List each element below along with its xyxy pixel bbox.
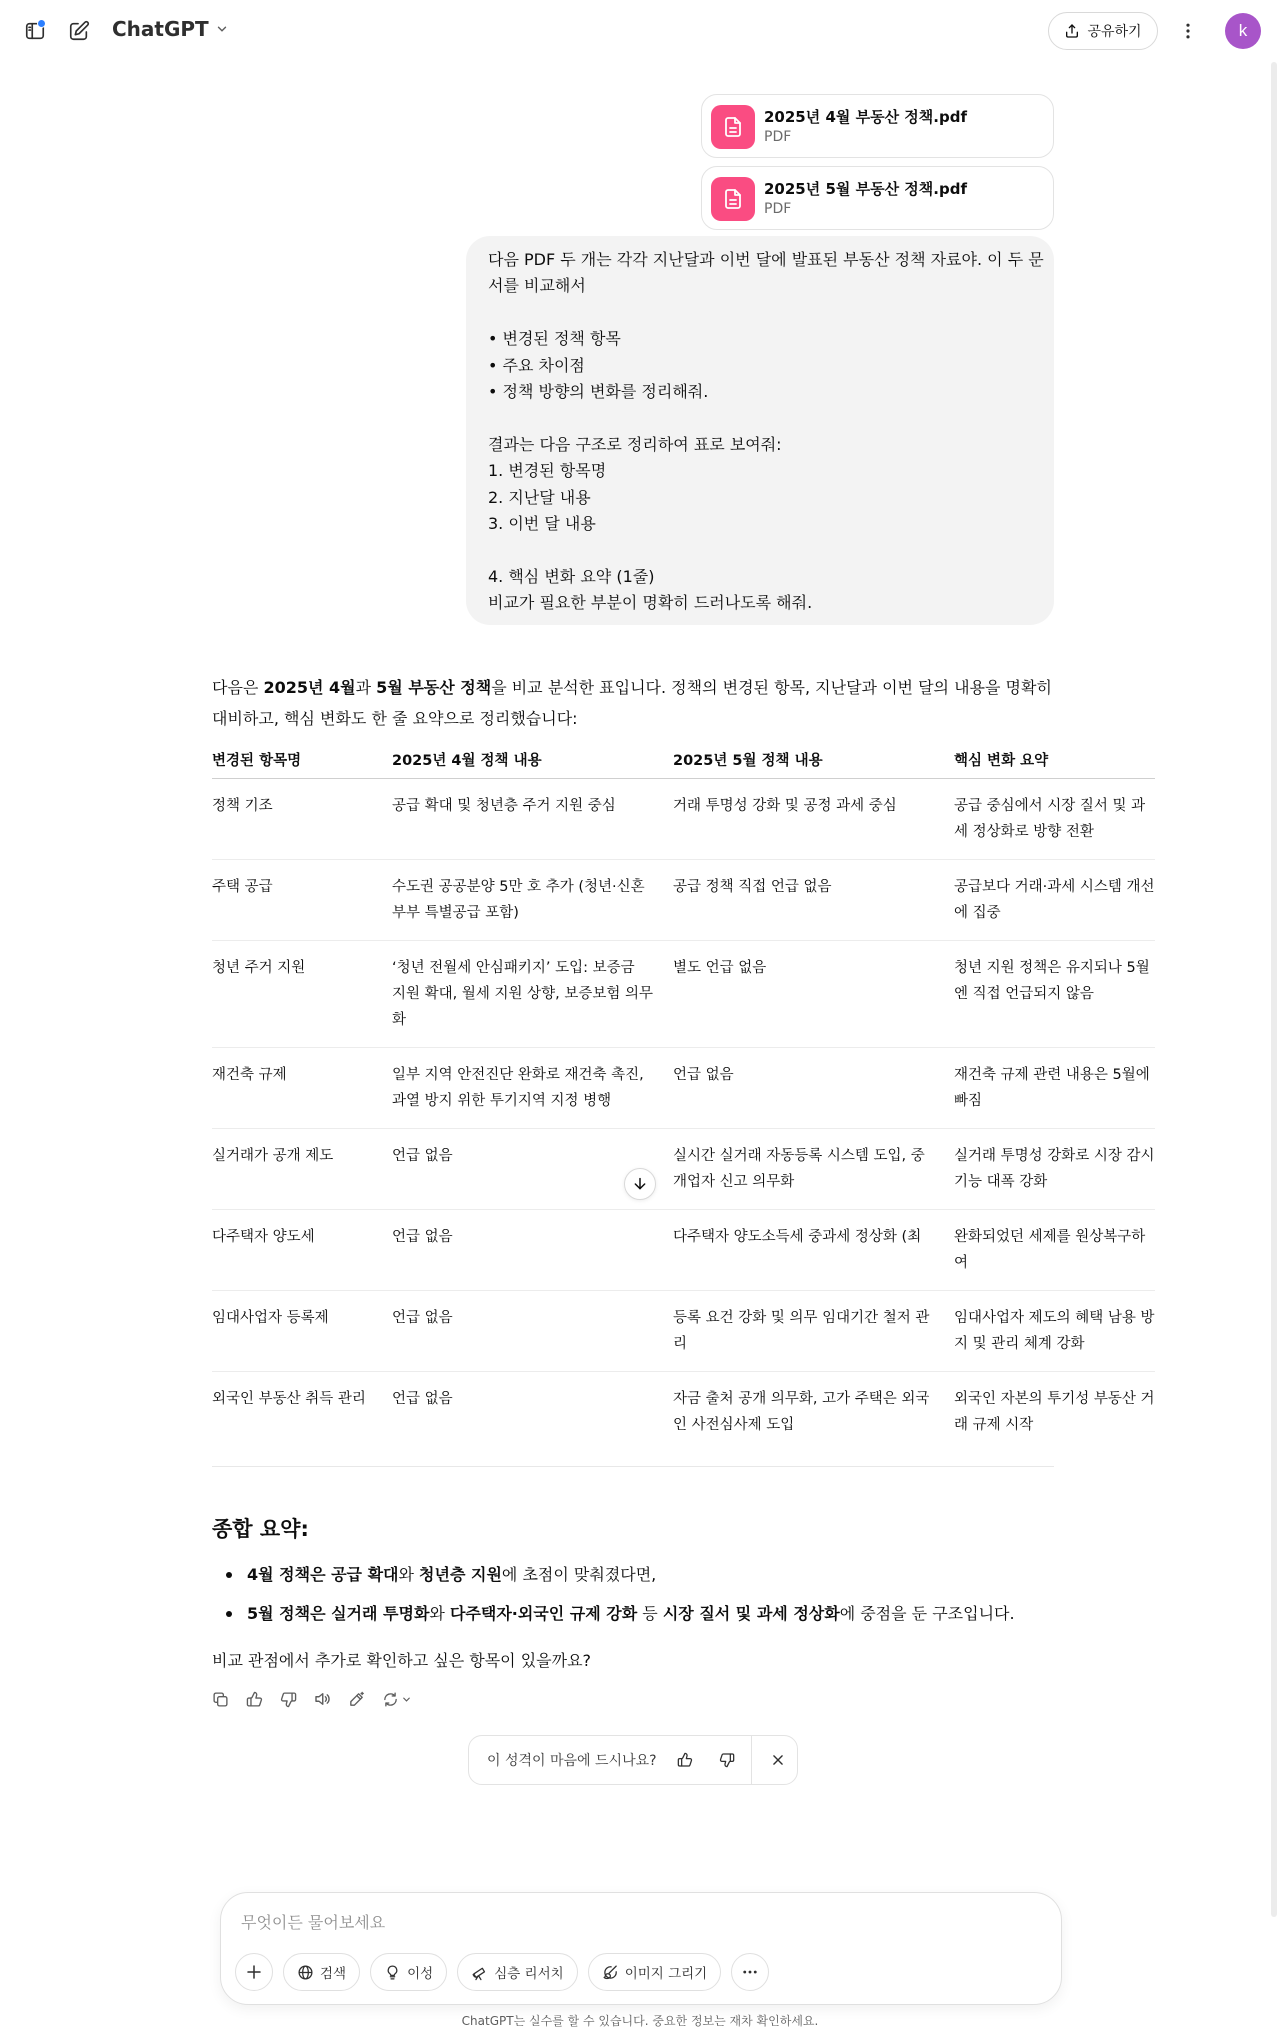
share-icon [1064,23,1080,39]
user-message-line: 결과는 다음 구조로 정리하여 표로 보여줘: [488,434,782,454]
summary-text: 등 [637,1604,663,1623]
table-cell: 언급 없음 [392,1128,673,1209]
telescope-icon [471,1964,488,1981]
more-options-button[interactable] [1170,13,1206,49]
regenerate-button[interactable] [378,1687,416,1711]
summary-list [212,1555,1112,1633]
close-icon [771,1753,785,1767]
image-tool-label: 이미지 그리기 [624,1966,708,1982]
table-cell: 별도 언급 없음 [673,940,954,1047]
scrollbar-thumb[interactable] [1271,62,1277,1917]
copy-button[interactable] [208,1687,232,1711]
thumbs-down-button[interactable] [276,1687,300,1711]
table-cell: 외국인 자본의 투기성 부동산 거래 규제 시작 [954,1390,1155,1433]
attachment-card[interactable] [701,166,1054,230]
message-composer [220,1892,1062,2005]
table-cell: 공급 중심에서 시장 질서 및 과세 정상화로 방향 전환 [954,778,1155,859]
table-cell: 공급 확대 및 청년층 주거 지원 중심 [392,778,673,859]
pencil-sparkle-icon [348,1691,365,1708]
user-message-line [488,300,1032,326]
search-tool-label: 검색 [320,1966,347,1982]
avatar[interactable]: k [1225,13,1261,49]
column-header: 2025년 4월 정책 내용 [392,742,673,778]
table-cell: 다주택자 양도소득세 중과세 정상화 (최 [673,1209,954,1290]
table-cell: 자금 출처 공개 의무화, 고가 주택은 외국인 사전심사제 도입 [673,1390,930,1433]
top-bar [0,0,1280,62]
image-tool-button[interactable] [588,1953,722,1991]
paint-brush-icon [602,1964,619,1981]
model-selector[interactable] [112,17,229,41]
table-row [212,1290,1155,1371]
summary-title: 종합 요약: [212,1517,309,1541]
disclaimer: ChatGPT는 실수를 할 수 있습니다. 중요한 정보는 재차 확인하세요. [461,2014,819,2028]
comparison-table [212,742,1155,1452]
deep-research-tool-label: 심층 리서치 [494,1966,564,1982]
share-label: 공유하기 [1087,24,1142,40]
table-row [212,1128,1155,1209]
summary-bold: 4월 정책은 공급 확대 [247,1565,399,1584]
feedback-thumbs-down-button[interactable] [711,1744,743,1776]
user-message-line [488,405,1032,431]
column-header: 2025년 5월 정책 내용 [673,742,954,778]
speaker-icon [313,1690,331,1708]
table-cell: 임대사업자 등록제 [212,1290,392,1371]
app-title: ChatGPT [112,17,209,41]
notification-dot [37,19,46,28]
read-aloud-button[interactable] [310,1687,334,1711]
thumbs-down-icon [280,1691,297,1708]
lightbulb-icon [384,1964,401,1981]
search-tool-button[interactable] [283,1953,360,1991]
sidebar-toggle-button[interactable] [17,13,53,49]
user-message-line: • 변경된 정책 항목 [488,329,621,349]
user-message-line [488,537,1032,563]
more-vertical-icon [1178,21,1198,41]
composer-toolbar [235,1953,769,1991]
deep-research-tool-button[interactable] [457,1953,578,1991]
table-cell: 주택 공급 [212,859,392,940]
table-row [212,1371,1155,1452]
plus-icon [245,1963,263,1981]
table-cell: 공급보다 거래·과세 시스템 개선에 집중 [954,859,1155,940]
feedback-prompt [468,1735,798,1785]
table-cell: 언급 없음 [392,1209,673,1290]
user-message-line: 서를 비교해서 [488,276,586,296]
table-row [212,1047,1155,1128]
table-cell: ‘청년 전월세 안심패키지’ 도입: 보증금 지원 확대, 월세 지원 상향, 보증보험 의무화 [392,940,673,1047]
table-header-row [212,742,1155,778]
list-item [212,1555,1112,1594]
table-cell: 재건축 규제 관련 내용은 5월에 빠짐 [954,1047,1155,1128]
reason-tool-label: 이성 [407,1966,434,1982]
assistant-intro [212,672,1062,734]
feedback-thumbs-up-button[interactable] [669,1744,701,1776]
share-button[interactable] [1048,12,1158,50]
list-item [212,1594,1112,1633]
summary-text: 와 [429,1604,450,1623]
table-cell: 청년 지원 정책은 유지되나 5월엔 직접 언급되지 않음 [954,940,1155,1047]
table-cell: 실시간 실거래 자동등록 시스템 도입, 중개업자 신고 의무화 [673,1128,954,1209]
table-cell: 외국인 부동산 취득 관리 [212,1390,366,1407]
scroll-to-bottom-button[interactable] [624,1168,656,1200]
attachment-type: PDF [764,129,792,145]
column-header: 핵심 변화 요약 [954,742,1155,778]
table-cell: 임대사업자 제도의 혜택 남용 방지 및 관리 체계 강화 [954,1290,1155,1371]
intro-text: 다음은 [212,678,264,697]
intro-bold: 2025년 4월 [263,678,356,697]
attachment-card[interactable] [701,94,1054,158]
user-message-line: • 정책 방향의 변화를 정리해줘. [488,382,709,402]
reason-tool-button[interactable] [370,1953,447,1991]
divider [212,1466,1054,1467]
table-cell: 언급 없음 [392,1290,673,1371]
attachment-type: PDF [764,201,792,217]
table-cell: 일부 지역 안전진단 완화로 재건축 촉진, 과열 방지 위한 투기지역 지정 병행 [392,1047,673,1128]
thumbs-up-icon [246,1691,263,1708]
user-message-line: • 주요 차이점 [488,355,585,375]
chevron-down-icon [401,1694,412,1705]
user-message-line: 4. 핵심 변화 요약 (1줄) [488,566,655,586]
intro-text: 을 비교 분석한 표입니다. 정책의 변경된 항목, 지난달과 이번 달의 내용을 명확히 대비하고, 핵심 변화도 한 줄 요약으로 정리했습니다: [212,678,1052,728]
edit-button[interactable] [344,1687,368,1711]
intro-text: 과 [355,678,377,697]
refresh-icon [382,1691,399,1708]
summary-bold: 청년층 지원 [419,1565,502,1584]
thumbs-up-button[interactable] [242,1687,266,1711]
feedback-question: 이 성격이 마음에 드시나요? [487,1753,657,1769]
user-message-line: 다음 PDF 두 개는 각각 지난달과 이번 달에 발표된 부동산 정책 자료야. 이 두 문 [488,250,1044,269]
more-tools-button[interactable] [731,1953,769,1991]
table-cell: 공급 정책 직접 언급 없음 [673,859,954,940]
table-cell: 청년 주거 지원 [212,940,392,1047]
summary-text: 와 [398,1565,420,1584]
closing-question: 비교 관점에서 추가로 확인하고 싶은 항목이 있을까요? [212,1651,592,1670]
thumbs-down-icon [719,1752,735,1768]
summary-text: 에 초점이 맞춰졌다면, [501,1565,657,1584]
thumbs-up-icon [677,1752,693,1768]
table-cell: 재건축 규제 [212,1047,392,1128]
table-row [212,1209,1155,1290]
table-cell: 거래 투명성 강화 및 공정 과세 중심 [673,778,954,859]
divider [751,1736,752,1784]
summary-text: 에 중점을 둔 구조입니다. [839,1604,1015,1623]
message-actions [208,1687,416,1711]
attachment-name: 2025년 5월 부동산 정책.pdf [764,180,967,198]
globe-icon [297,1964,314,1981]
copy-icon [212,1691,229,1708]
chevron-down-icon [215,22,229,36]
table-row [212,940,1155,1047]
user-message-line: 1. 변경된 항목명 [488,461,607,481]
feedback-close-button[interactable] [762,1744,794,1776]
new-chat-button[interactable] [61,13,97,49]
user-message-bubble [466,236,1054,625]
arrow-down-icon [632,1176,648,1192]
intro-bold: 5월 부동산 정책 [376,678,492,697]
attachment-name: 2025년 4월 부동산 정책.pdf [764,108,967,126]
summary-bold: 5월 정책은 실거래 투명화 [247,1604,430,1623]
pdf-file-icon [711,177,755,221]
table-cell: 완화되었던 세제를 원상복구하여 [954,1209,1155,1290]
table-cell: 정책 기조 [212,778,392,859]
table-row [212,778,1155,859]
more-horizontal-icon [741,1963,759,1981]
table-cell: 실거래 투명성 강화로 시장 감시 기능 대폭 강화 [954,1128,1155,1209]
user-message-line: 3. 이번 달 내용 [488,514,596,534]
prompt-input[interactable] [241,1907,1021,1937]
table-cell: 등록 요건 강화 및 의무 임대기간 철저 관리 [673,1290,954,1371]
user-message-line: 비교가 필요한 부분이 명확히 드러나도록 해줘. [488,593,813,613]
table-row [212,859,1155,940]
table-cell: 실거래가 공개 제도 [212,1128,392,1209]
attach-button[interactable] [235,1953,273,1991]
column-header: 변경된 항목명 [212,742,392,778]
pdf-file-icon [711,105,755,149]
table-cell: 수도권 공공분양 5만 호 추가 (청년·신혼부부 특별공급 포함) [392,859,673,940]
compose-icon [68,20,90,42]
summary-bold: 다주택자·외국인 규제 강화 [449,1604,638,1623]
table-cell: 다주택자 양도세 [212,1209,392,1290]
user-message-line: 2. 지난달 내용 [488,487,591,507]
table-cell: 언급 없음 [673,1047,954,1128]
summary-bold: 시장 질서 및 과세 정상화 [662,1604,840,1623]
table-cell: 언급 없음 [392,1390,453,1407]
